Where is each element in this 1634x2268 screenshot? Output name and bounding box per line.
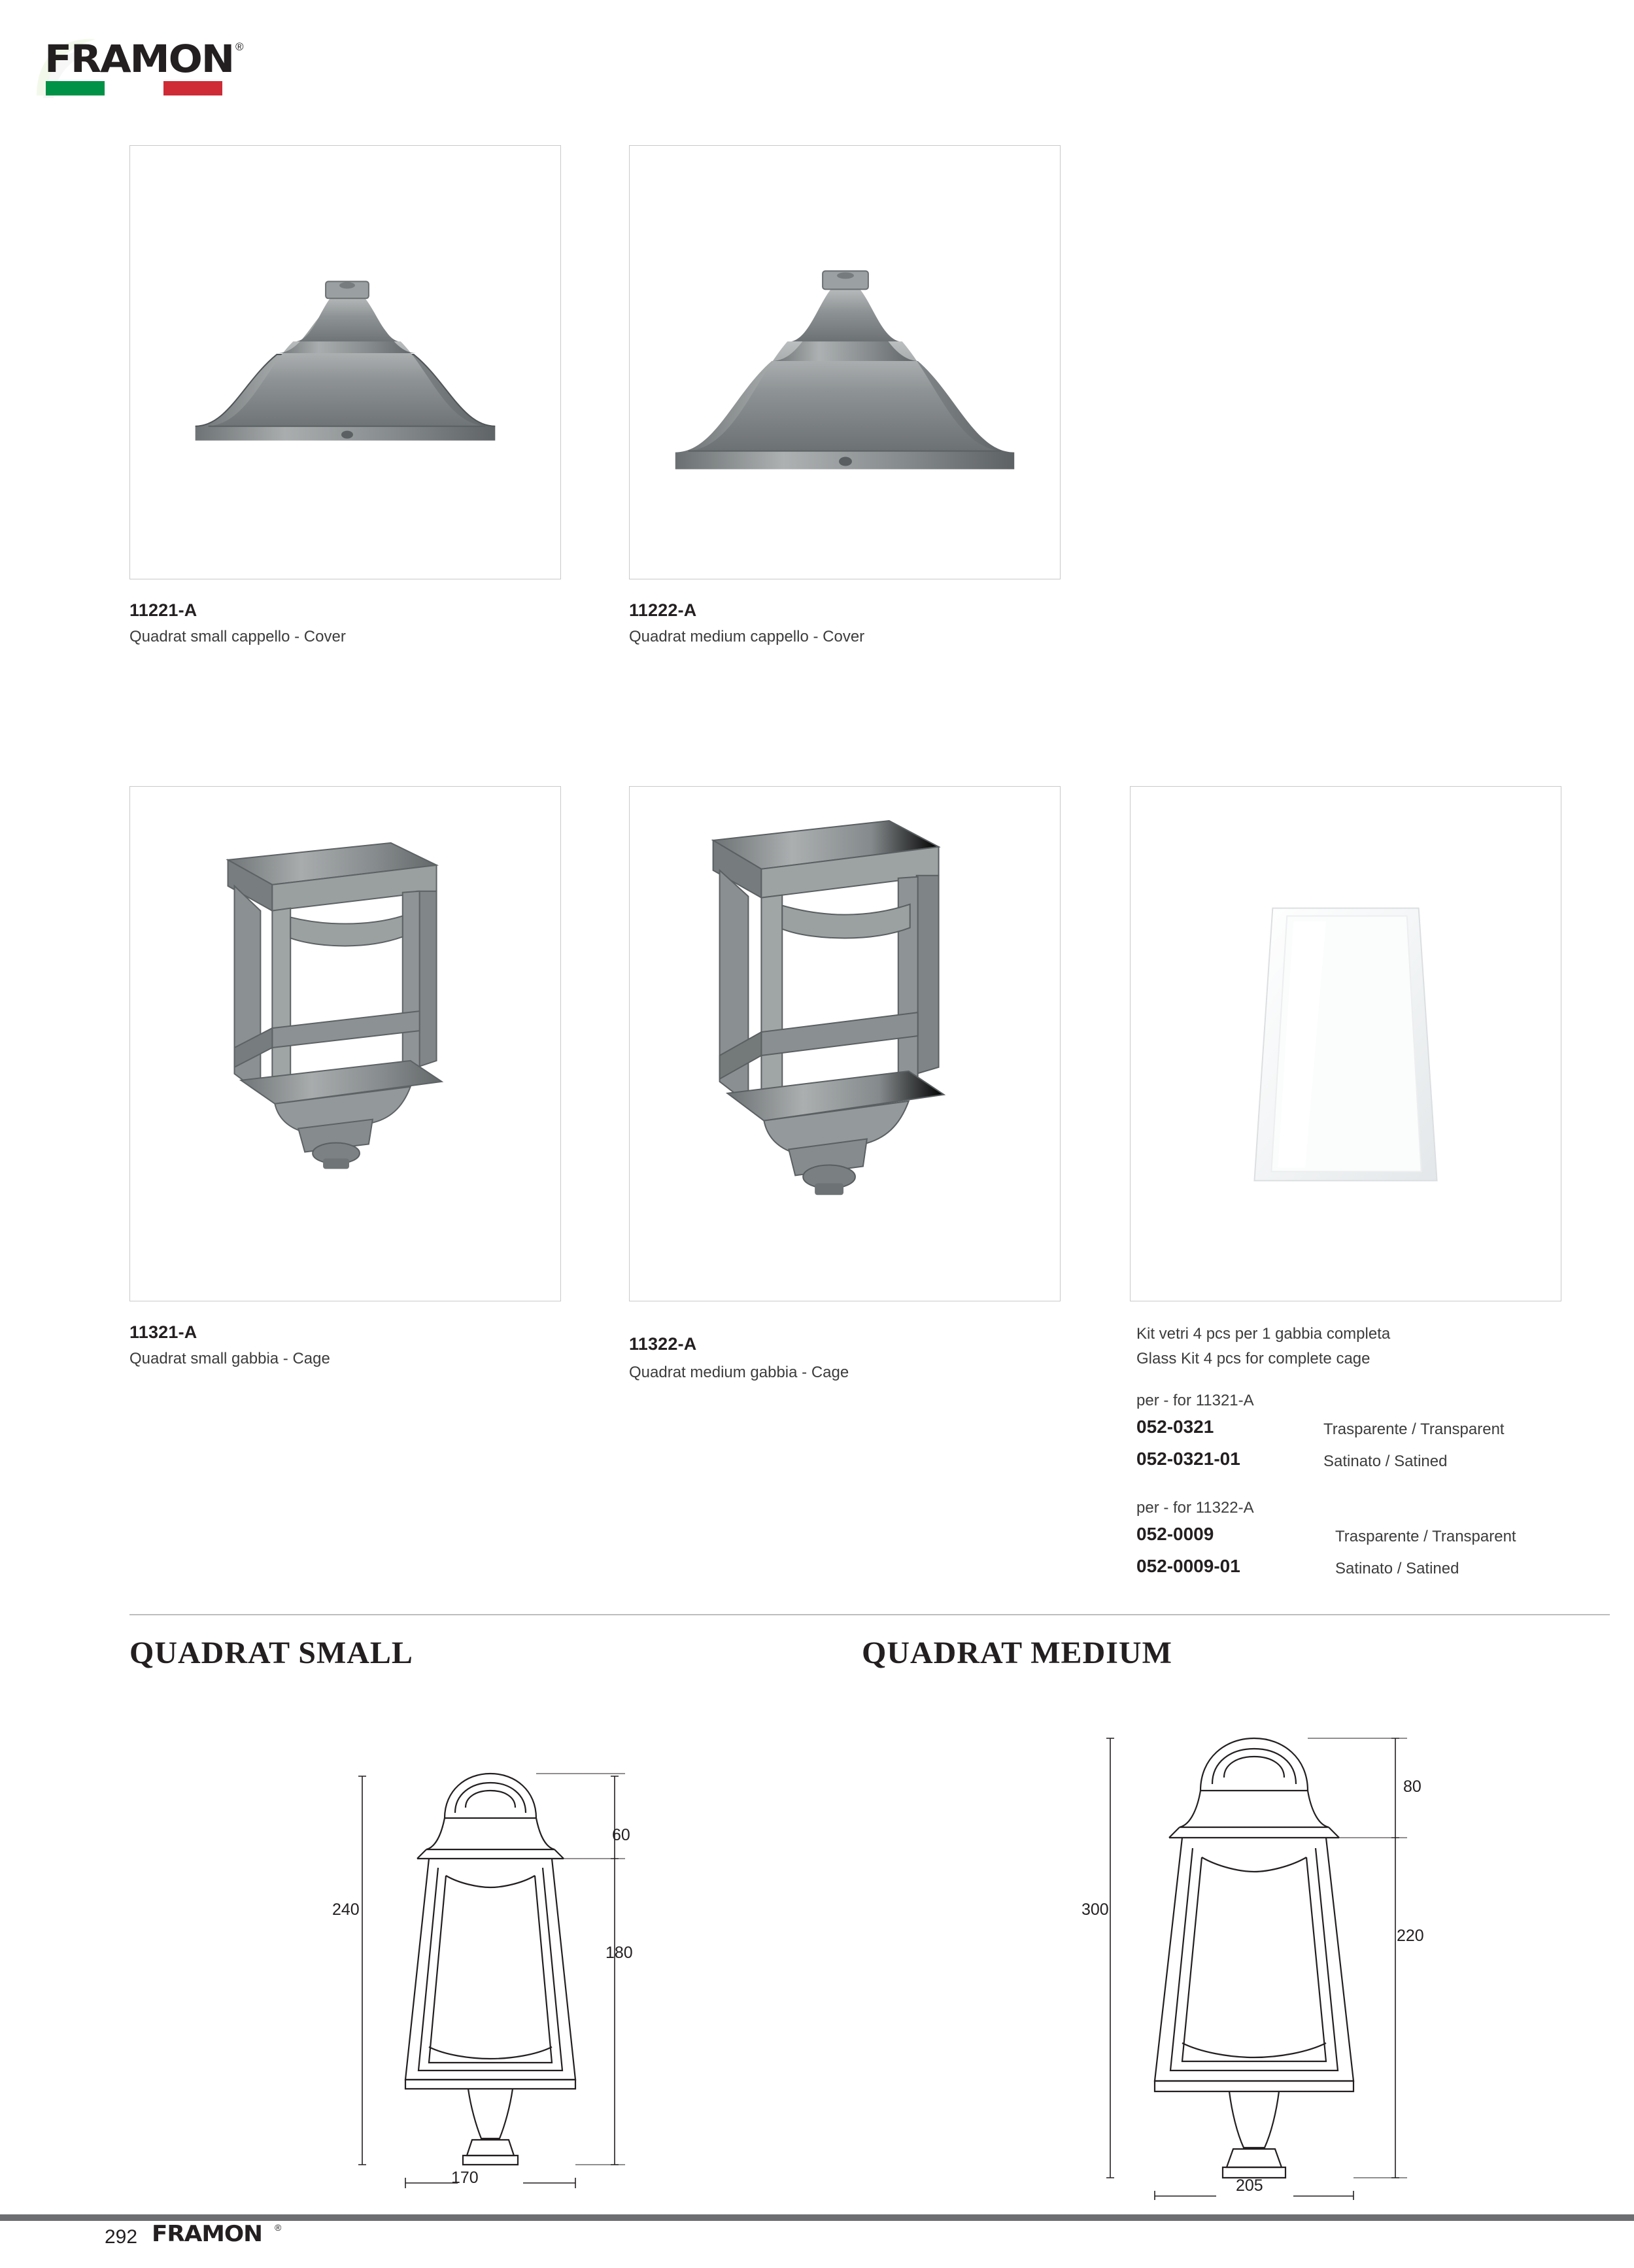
glass-kit-finish-052-0009: Trasparente / Transparent [1335, 1528, 1516, 1545]
page-number: 292 [105, 2226, 138, 2248]
product-photo-11222-A [629, 145, 1061, 579]
cover-small-photo [130, 146, 560, 579]
glass-kit-group-0-label: per - for 11321-A [1136, 1392, 1254, 1409]
dimension-label-small-total-height: 240 [332, 1900, 360, 1919]
product-code-11221-A: 11221-A [129, 600, 197, 620]
glass-kit-finish-052-0321-01: Satinato / Satined [1323, 1452, 1448, 1470]
italian-flag-icon [46, 81, 222, 95]
dimension-label-medium-body-height: 220 [1397, 1927, 1424, 1945]
technical-drawing-quadrat-small [307, 1740, 673, 2197]
dimension-label-medium-total-height: 300 [1081, 1900, 1109, 1919]
section-title-quadrat-medium: QUADRAT MEDIUM [862, 1636, 1172, 1670]
dimension-label-small-top-height: 60 [612, 1826, 630, 1844]
section-title-quadrat-small: QUADRAT SMALL [129, 1636, 413, 1670]
dimension-label-medium-top-height: 80 [1403, 1778, 1421, 1796]
product-photo-11321-A [129, 786, 561, 1301]
section-divider [129, 1614, 1610, 1615]
product-code-11321-A: 11321-A [129, 1322, 197, 1342]
product-photo-glass-kit [1130, 786, 1561, 1301]
product-code-11322-A: 11322-A [629, 1334, 697, 1354]
glass-kit-title-en: Glass Kit 4 pcs for complete cage [1136, 1350, 1370, 1367]
glass-kit-group-1-label: per - for 11322-A [1136, 1499, 1254, 1517]
footer-brand-name: FRAMON [152, 2221, 262, 2247]
glass-kit-code-052-0009-01: 052-0009-01 [1136, 1556, 1240, 1576]
dimension-label-medium-width: 205 [1236, 2176, 1263, 2195]
product-photo-11322-A [629, 786, 1061, 1301]
glass-kit-finish-052-0009-01: Satinato / Satined [1335, 1560, 1459, 1577]
product-description-11221-A: Quadrat small cappello - Cover [129, 628, 346, 645]
glass-kit-finish-052-0321: Trasparente / Transparent [1323, 1420, 1505, 1438]
cage-small-photo [130, 787, 560, 1301]
glass-panel-photo [1131, 787, 1561, 1301]
glass-kit-code-052-0009: 052-0009 [1136, 1524, 1214, 1544]
glass-kit-code-052-0321-01: 052-0321-01 [1136, 1449, 1240, 1469]
footer-registered-mark: ® [275, 2222, 282, 2233]
product-description-11322-A: Quadrat medium gabbia - Cage [629, 1364, 849, 1381]
product-description-11321-A: Quadrat small gabbia - Cage [129, 1350, 330, 1367]
brand-name: FRAMON [44, 37, 234, 81]
dimension-label-small-width: 170 [451, 2169, 479, 2187]
glass-kit-code-052-0321: 052-0321 [1136, 1417, 1214, 1437]
dimension-label-small-body-height: 180 [605, 1944, 633, 1962]
product-code-11222-A: 11222-A [629, 600, 697, 620]
product-photo-11221-A [129, 145, 561, 579]
product-description-11222-A: Quadrat medium cappello - Cover [629, 628, 865, 645]
brand-logo [26, 17, 248, 109]
cage-medium-photo [630, 787, 1060, 1301]
cover-medium-photo [630, 146, 1060, 579]
brand-registered-mark: ® [235, 41, 244, 53]
glass-kit-title-it: Kit vetri 4 pcs per 1 gabbia completa [1136, 1325, 1391, 1343]
footer-rule [0, 2214, 1634, 2221]
